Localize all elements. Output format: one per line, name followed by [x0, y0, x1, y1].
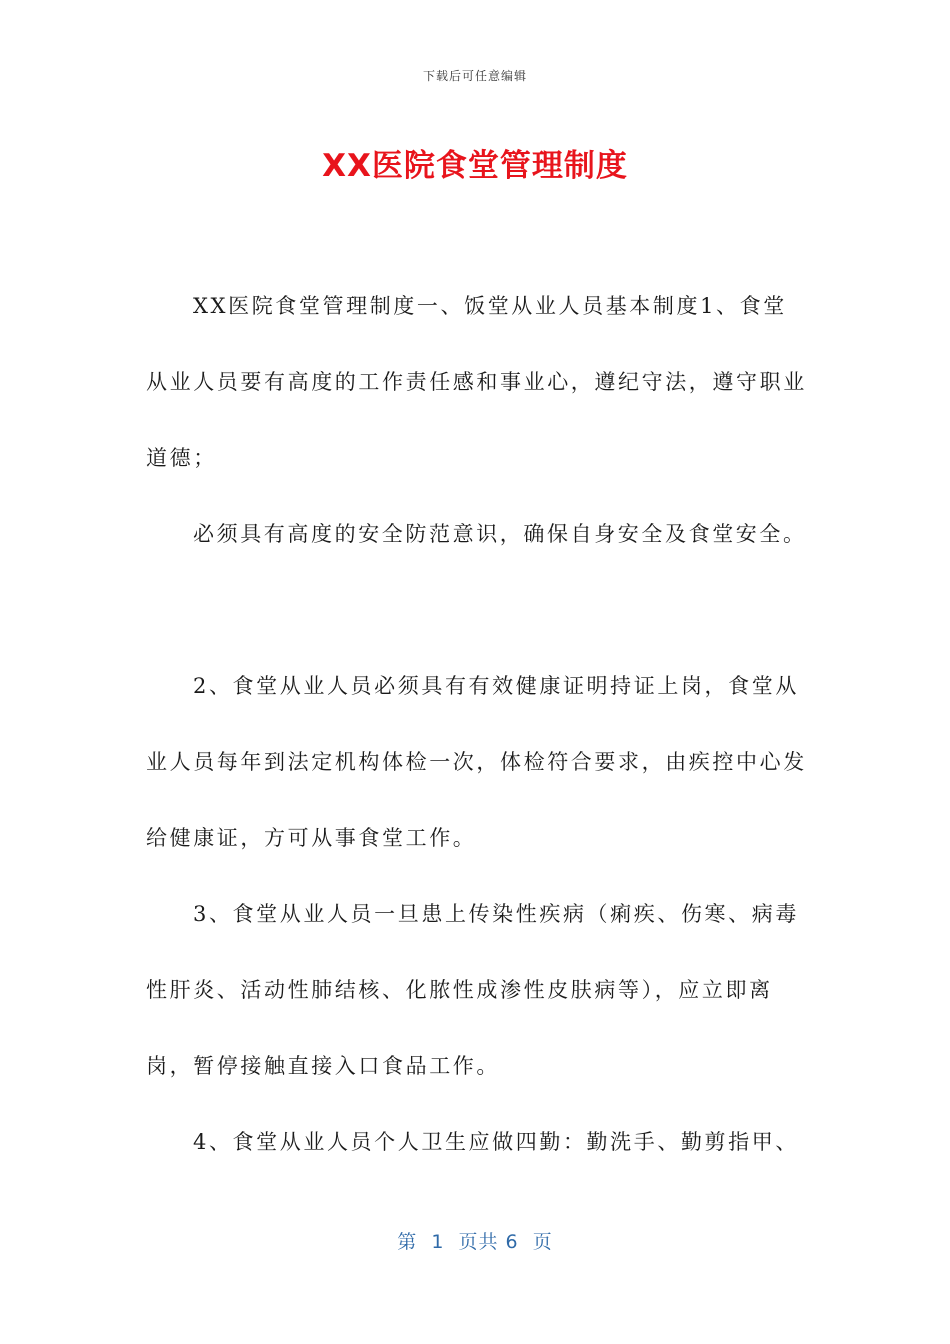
document-title: XX医院食堂管理制度 [322, 148, 628, 184]
paragraph-5: 4、食堂从业人员个人卫生应做四勤：勤洗手、勤剪指甲、 [193, 1130, 799, 1154]
paragraph-3: 2、食堂从业人员必须具有有效健康证明持证上岗，食堂从业人员每年到法定机构体检一次，体检符合要求，由疾控中心发给健康证，方可从事食堂工作。 [146, 674, 807, 850]
page-number-footer: 第 1 页共 6 页 [397, 1231, 553, 1253]
paragraph-spacer [146, 572, 810, 648]
page-header-note: 下载后可任意编辑 [422, 69, 527, 83]
paragraph-1: XX医院食堂管理制度一、饭堂从业人员基本制度1、食堂从业人员要有高度的工作责任感和事业心，遵纪守法，遵守职业道德； [146, 294, 807, 470]
paragraph-4: 3、食堂从业人员一旦患上传染性疾病（痢疾、伤寒、病毒性肝炎、活动性肺结核、化脓性成渗性皮肤病等），应立即离岗，暂停接触直接入口食品工作。 [146, 902, 799, 1078]
paragraph-2: 必须具有高度的安全防范意识，确保自身安全及食堂安全。 [193, 522, 807, 546]
document-body [146, 268, 810, 1180]
